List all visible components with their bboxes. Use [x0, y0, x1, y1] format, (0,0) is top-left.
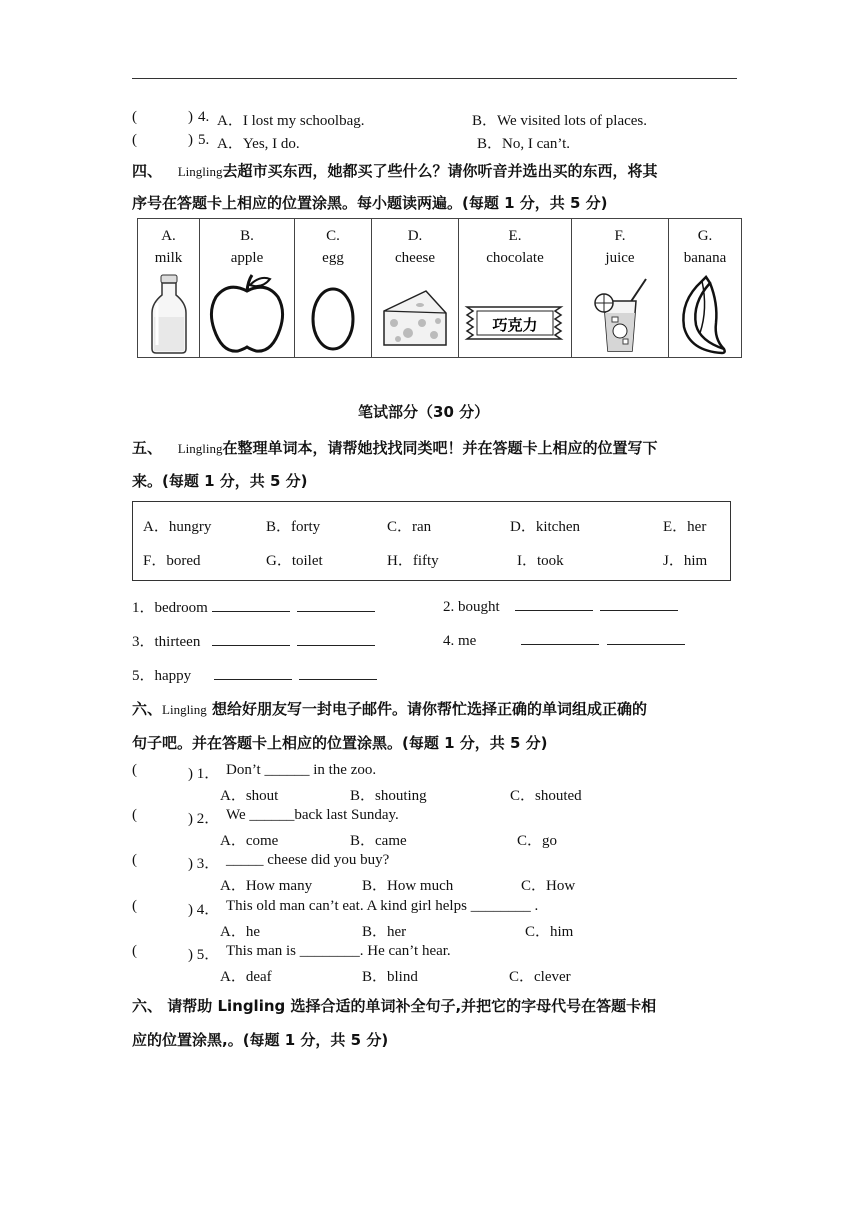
- question-stem: We ______back last Sunday.: [226, 807, 399, 823]
- category-q5: 5．happy: [132, 664, 377, 685]
- question-number: ) 3．: [188, 856, 220, 872]
- chocolate-bar-icon: [463, 273, 567, 355]
- item-apple: B. apple: [200, 219, 295, 358]
- option-c: C．How: [521, 878, 576, 894]
- listening-q5-option-a: A．Yes, I do.: [217, 136, 300, 152]
- juice-glass-icon: [590, 273, 650, 355]
- option-b: B．her: [362, 924, 407, 940]
- listening-q5-num: 5.: [198, 132, 210, 148]
- section4-instruction-line2: 序号在答题卡上相应的位置涂黑。每小题读两遍。(每题 1 分，共 5 分): [132, 194, 608, 212]
- answer-blank[interactable]: [515, 596, 593, 611]
- answer-blank[interactable]: [600, 596, 678, 611]
- question-stem: _____ cheese did you buy?: [226, 852, 390, 868]
- listening-q4-option-a: A．I lost my schoolbag.: [217, 113, 365, 129]
- item-cheese: D. cheese: [372, 219, 459, 358]
- option-c: C．go: [517, 833, 558, 849]
- word-c: C．ran: [387, 519, 432, 535]
- option-a: A．How many: [220, 878, 313, 894]
- question-number: ) 1．: [188, 766, 220, 782]
- word-g: G．toilet: [266, 553, 323, 569]
- milk-bottle-icon: [147, 273, 191, 355]
- option-c: C．clever: [509, 969, 571, 985]
- option-a: A．he: [220, 924, 260, 940]
- word-d: D．kitchen: [510, 519, 580, 535]
- egg-icon: [308, 273, 358, 355]
- option-b: B．shouting: [350, 788, 427, 804]
- answer-blank[interactable]: [212, 597, 290, 612]
- option-a: A．shout: [220, 788, 279, 804]
- question-stem: This old man can’t eat. A kind girl helps ________ .: [226, 898, 539, 914]
- section4-instruction-line1: 四、 Lingling去超市买东西，她都买了些什么？请你听音并选出买的东西，将其: [132, 162, 658, 180]
- answer-blank[interactable]: [212, 631, 290, 646]
- option-b: B．came: [350, 833, 407, 849]
- listening-q4-paren: (: [132, 109, 137, 125]
- item-juice: F. juice: [572, 219, 669, 358]
- answer-blank[interactable]: [521, 630, 599, 645]
- answer-blank[interactable]: [297, 631, 375, 646]
- question-number: ) 4．: [188, 902, 220, 918]
- answer-paren[interactable]: (: [132, 898, 137, 914]
- answer-paren[interactable]: (: [132, 943, 137, 959]
- cheese-icon: [380, 273, 450, 355]
- section5-instruction-line1: 五、 Lingling在整理单词本，请帮她找找同类吧！并在答题卡上相应的位置写下: [132, 439, 658, 457]
- option-c: C．him: [525, 924, 574, 940]
- answer-paren[interactable]: (: [132, 807, 137, 823]
- category-q3: 3．thirteen: [132, 630, 375, 651]
- item-banana: G. banana: [669, 219, 742, 358]
- word-a: A．hungry: [143, 519, 212, 535]
- question-stem: Don’t ______ in the zoo.: [226, 762, 377, 778]
- section6-instruction-line2: 句子吧。并在答题卡上相应的位置涂黑。(每题 1 分，共 5 分): [132, 734, 548, 752]
- listening-q4-option-b: B．We visited lots of places.: [472, 113, 648, 129]
- option-a: A．come: [220, 833, 279, 849]
- section7-instruction-line1: 六、 请帮助 Lingling 选择合适的单词补全句子,并把它的字母代号在答题卡相: [132, 997, 657, 1015]
- listening-q5-option-b: B．No, I can’t.: [477, 136, 571, 152]
- category-q2: 2. bought: [443, 596, 678, 616]
- listening-q5-paren: (: [132, 132, 137, 148]
- word-e: E．her: [663, 519, 707, 535]
- answer-paren[interactable]: (: [132, 762, 137, 778]
- item-chocolate: E. chocolate 巧克力: [459, 219, 572, 358]
- answer-blank[interactable]: [214, 665, 292, 680]
- option-c: C．shouted: [510, 788, 582, 804]
- question-number: ) 5．: [188, 947, 220, 963]
- chocolate-wrapper-text: 巧克力: [492, 316, 538, 334]
- word-b: B．forty: [266, 519, 321, 535]
- question-number: ) 2．: [188, 811, 220, 827]
- option-b: B．How much: [362, 878, 454, 894]
- shopping-items-table: [137, 218, 742, 358]
- word-j: J．him: [663, 553, 708, 569]
- category-q4: 4. me: [443, 630, 685, 650]
- top-rule: [132, 78, 737, 79]
- answer-blank[interactable]: [297, 597, 375, 612]
- item-egg: C. egg: [295, 219, 372, 358]
- answer-blank[interactable]: [299, 665, 377, 680]
- section6-instruction-line1: 六、Lingling 想给好朋友写一封电子邮件。请你帮忙选择正确的单词组成正确的: [132, 700, 648, 718]
- section5-instruction-line2: 来。(每题 1 分，共 5 分): [132, 472, 308, 490]
- listening-q4-num: 4.: [198, 109, 210, 125]
- listening-q4-close: ): [188, 109, 193, 125]
- apple-icon: [208, 273, 286, 355]
- listening-q5-close: ): [188, 132, 193, 148]
- category-q1: 1．bedroom: [132, 596, 375, 617]
- option-b: B．blind: [362, 969, 418, 985]
- banana-icon: [678, 273, 732, 355]
- word-h: H．fifty: [387, 553, 439, 569]
- option-a: A．deaf: [220, 969, 272, 985]
- item-milk: A. milk: [138, 219, 200, 358]
- section7-instruction-line2: 应的位置涂黑,。(每题 1 分，共 5 分): [132, 1031, 389, 1049]
- written-part-title: 笔试部分（30 分）: [358, 403, 490, 421]
- answer-paren[interactable]: (: [132, 852, 137, 868]
- word-i: I．took: [517, 553, 564, 569]
- word-f: F．bored: [143, 553, 201, 569]
- answer-blank[interactable]: [607, 630, 685, 645]
- question-stem: This man is ________. He can’t hear.: [226, 943, 451, 959]
